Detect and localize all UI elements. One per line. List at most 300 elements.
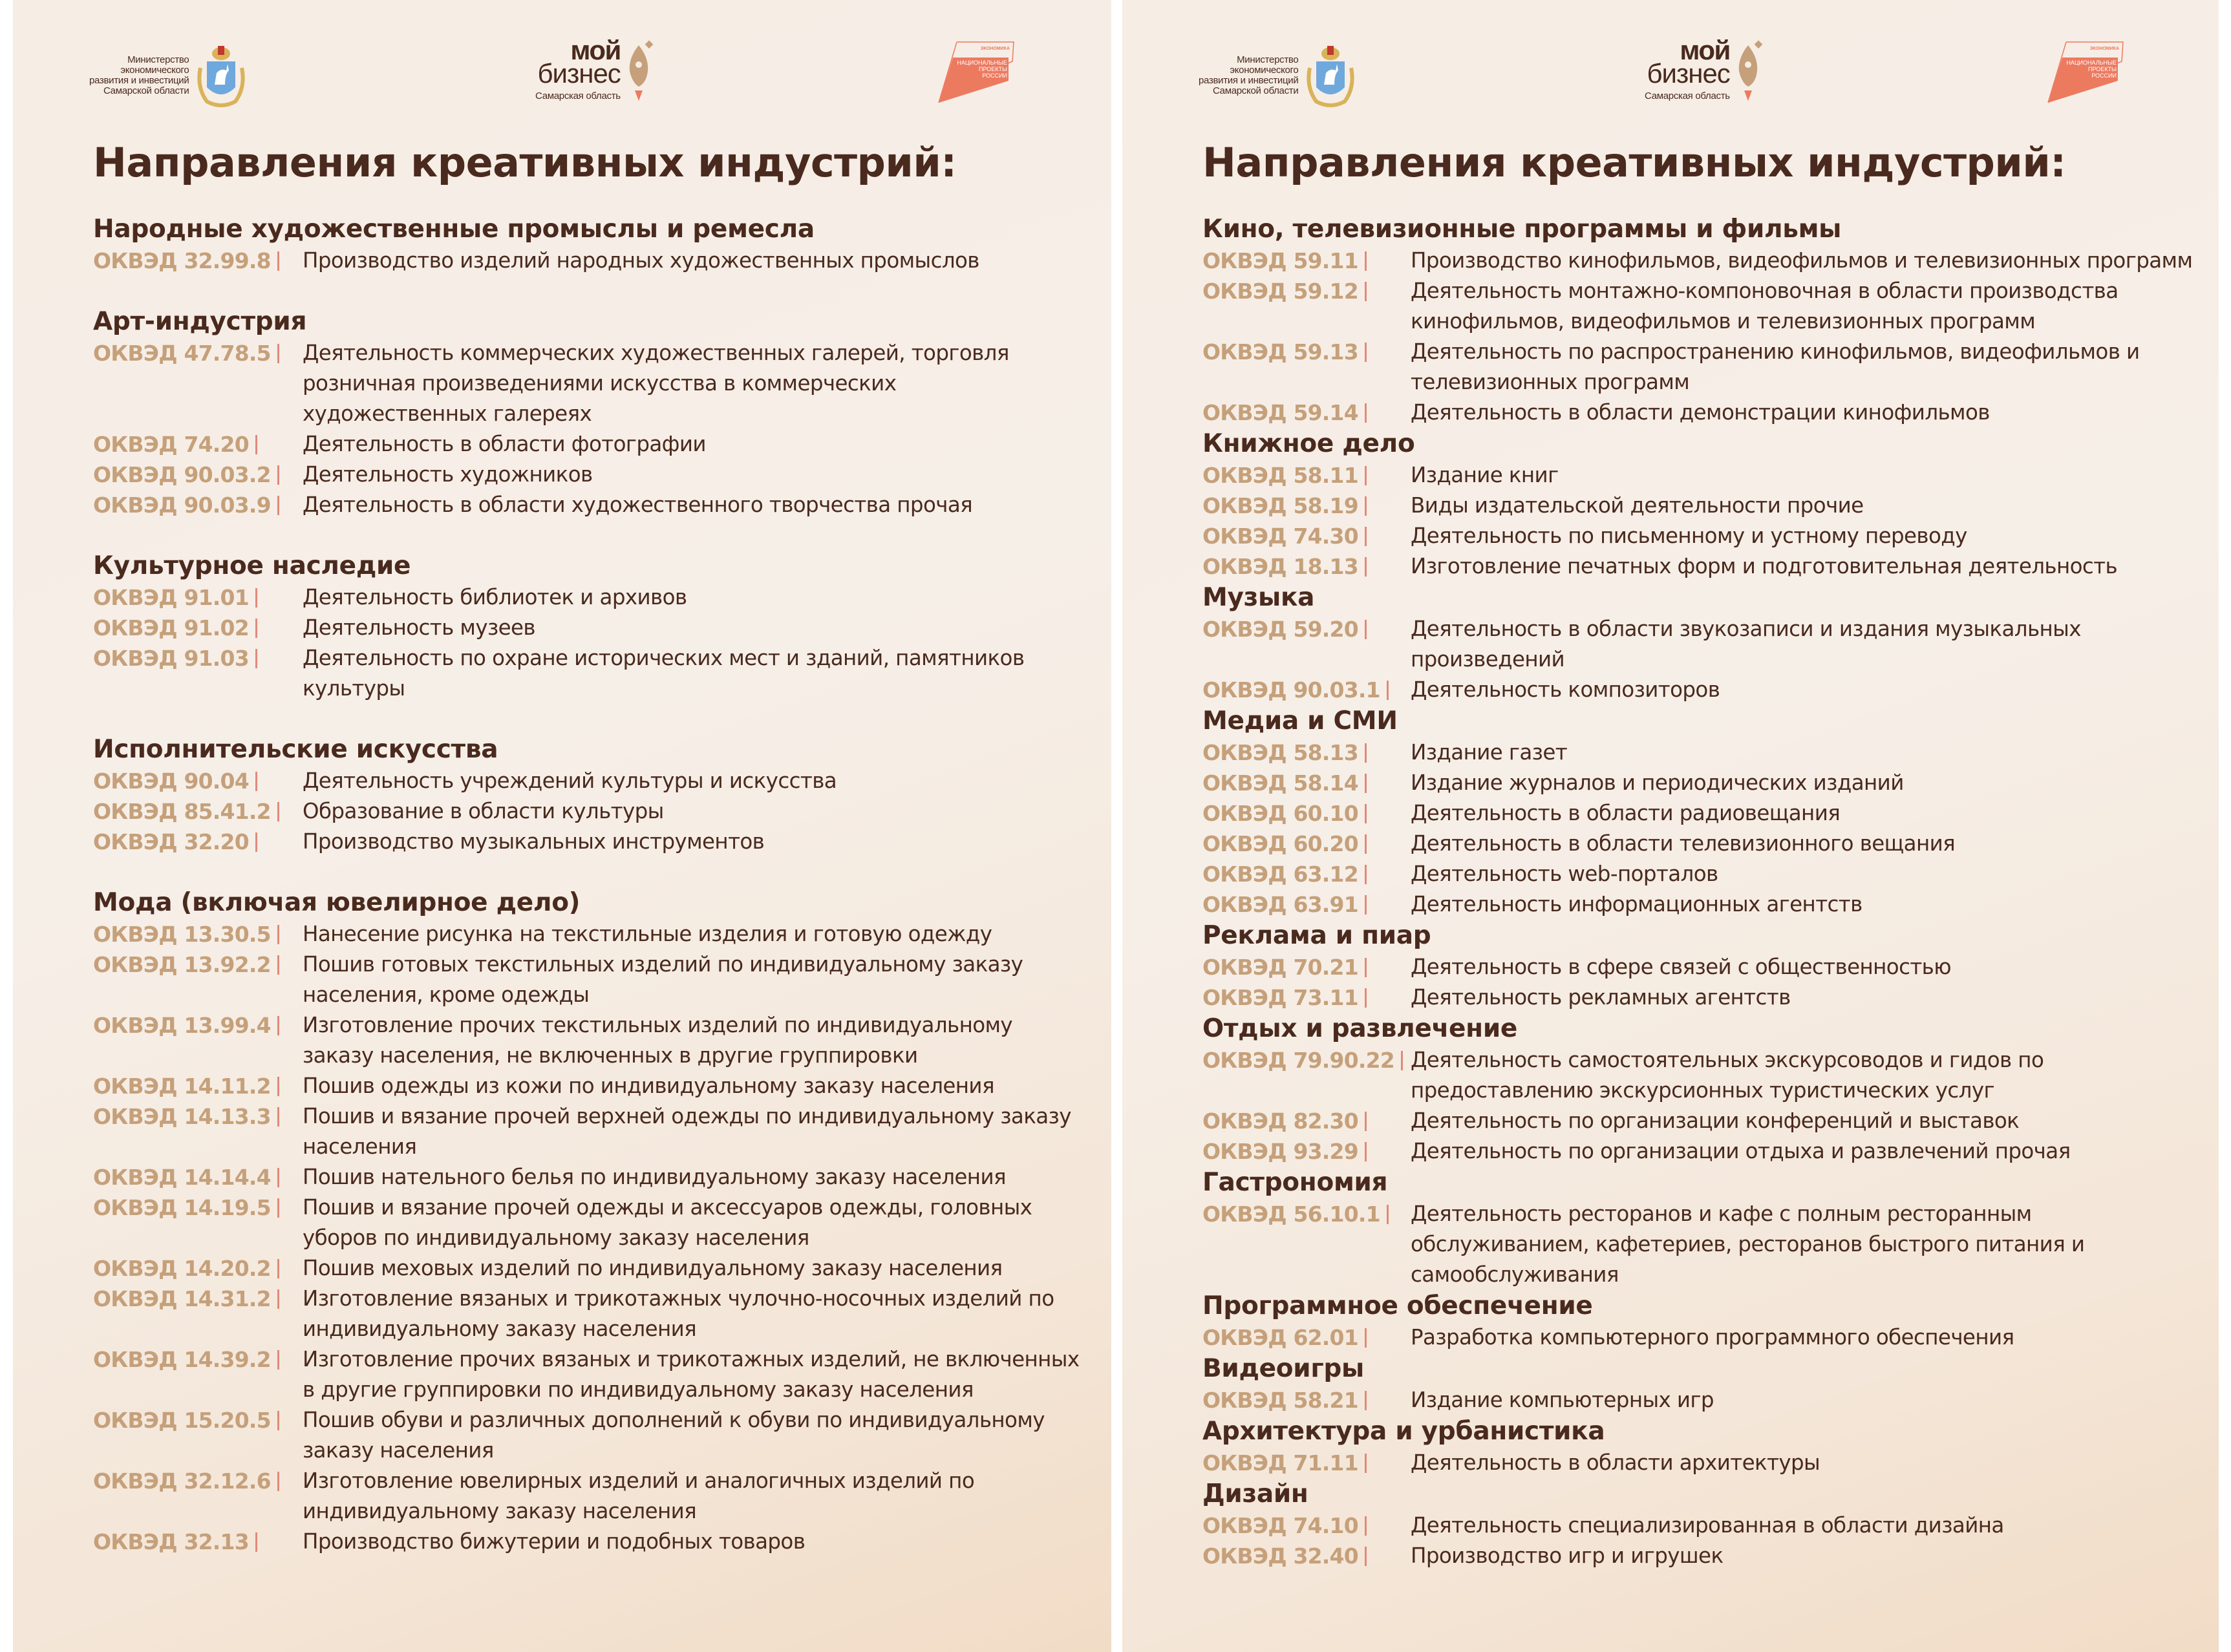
okved-description: Издание компьютерных игр	[1411, 1388, 1714, 1412]
section-heading: Исполнительские искусства	[93, 735, 498, 764]
separator-bar	[255, 832, 257, 852]
separator-bar	[1365, 403, 1367, 423]
okved-code	[93, 643, 303, 673]
separator-bar	[1387, 1205, 1389, 1224]
sections-left	[93, 213, 1085, 1557]
separator-bar	[1365, 282, 1367, 301]
svg-text:ПРОЕКТЫ: ПРОЕКТЫ	[2088, 66, 2117, 72]
okved-description: Деятельность по охране исторических мест и зданий, памятников культуры	[303, 646, 1025, 701]
okved-code	[93, 796, 303, 827]
section-heading: Гастрономия	[1202, 1168, 1388, 1197]
okved-description: Производство бижутерии и подобных товаров	[303, 1529, 806, 1554]
okved-code	[1202, 675, 1411, 705]
okved-code	[93, 1527, 303, 1557]
okved-code	[1202, 768, 1411, 798]
okved-code	[93, 766, 303, 796]
okved-description: Деятельность учреждений культуры и искусства	[303, 768, 837, 793]
okved-row	[1202, 614, 2193, 675]
okved-code-text: ОКВЭД 70.21	[1202, 955, 1358, 980]
separator-bar	[1365, 466, 1367, 485]
ministry-logo	[1199, 42, 1356, 109]
okved-row	[93, 1466, 1085, 1527]
section-heading: Культурное наследие	[93, 551, 411, 580]
separator-bar	[1365, 1112, 1367, 1131]
okved-row	[1202, 1106, 2193, 1136]
okved-code	[1202, 551, 1411, 582]
okved-code-text: ОКВЭД 58.21	[1202, 1388, 1358, 1413]
separator-bar	[1365, 251, 1367, 271]
page-left	[13, 0, 1111, 1652]
okved-description: Нанесение рисунка на текстильные изделия и готовую одежду	[303, 922, 992, 946]
okved-code-text: ОКВЭД 58.19	[1202, 493, 1358, 518]
okved-row	[93, 338, 1085, 429]
okved-row	[1202, 798, 2193, 829]
okved-code-text: ОКВЭД 32.99.8	[93, 248, 271, 273]
okved-code	[93, 1284, 303, 1314]
moy-biznes-logo: мой бизнес Самарская область	[535, 39, 654, 103]
separator-bar	[277, 1016, 279, 1035]
okved-row	[93, 1284, 1085, 1344]
okved-description: Деятельность коммерческих художественных галерей, торговля розничная произведениями искусства в коммерческих художественных галереях	[303, 341, 1009, 426]
okved-row	[1202, 337, 2193, 397]
separator-bar	[277, 955, 279, 975]
okved-code	[1202, 829, 1411, 859]
separator-bar	[1365, 1142, 1367, 1161]
separator-bar	[1365, 527, 1367, 546]
okved-row	[1202, 1136, 2193, 1167]
okved-description: Деятельность музеев	[303, 615, 535, 640]
okved-code	[93, 613, 303, 643]
okved-row	[93, 919, 1085, 949]
page-right	[1122, 0, 2219, 1652]
separator-bar	[277, 1350, 279, 1370]
okved-code	[1202, 521, 1411, 551]
separator-bar	[1365, 343, 1367, 362]
separator-bar	[255, 1532, 257, 1552]
okved-row	[1202, 737, 2193, 768]
okved-code	[93, 1466, 303, 1496]
okved-code-text: ОКВЭД 58.13	[1202, 740, 1358, 765]
okved-code-text: ОКВЭД 90.03.9	[93, 492, 271, 518]
okved-row	[1202, 829, 2193, 859]
separator-bar	[277, 1472, 279, 1491]
okved-code	[93, 582, 303, 613]
okved-description: Пошив готовых текстильных изделий по индивидуальному заказу населения, кроме одежды	[303, 952, 1023, 1007]
page-title: Направления креативных индустрий:	[1202, 139, 2066, 186]
okved-row	[93, 796, 1085, 827]
okved-code-text: ОКВЭД 47.78.5	[93, 341, 271, 366]
logo-row	[13, 36, 1111, 120]
separator-bar	[1365, 620, 1367, 639]
okved-row	[1202, 276, 2193, 337]
okved-code	[1202, 246, 1411, 276]
separator-bar	[1365, 865, 1367, 884]
okved-description: Изготовление прочих вязаных и трикотажных изделий, не включенных в другие группировки по индивидуальному заказу населения	[303, 1347, 1080, 1402]
okved-code-text: ОКВЭД 15.20.5	[93, 1408, 271, 1433]
okved-row	[1202, 768, 2193, 798]
separator-bar	[255, 435, 257, 454]
okved-code	[93, 460, 303, 490]
separator-bar	[255, 588, 257, 608]
okved-code-text: ОКВЭД 14.14.4	[93, 1165, 271, 1190]
okved-description: Деятельность по организации отдыха и развлечений прочая	[1411, 1139, 2071, 1163]
okved-description: Производство кинофильмов, видеофильмов и телевизионных программ	[1411, 248, 2193, 273]
okved-code-text: ОКВЭД 56.10.1	[1202, 1202, 1380, 1227]
separator-bar	[277, 1077, 279, 1096]
separator-bar	[1365, 834, 1367, 854]
separator-bar	[1365, 496, 1367, 516]
okved-row	[1202, 460, 2193, 491]
okved-row	[1202, 1199, 2193, 1290]
okved-code	[93, 429, 303, 460]
section-heading: Программное обеспечение	[1202, 1291, 1593, 1320]
okved-row	[93, 949, 1085, 1010]
separator-bar	[277, 1168, 279, 1187]
okved-code-text: ОКВЭД 63.91	[1202, 892, 1358, 917]
okved-code-text: ОКВЭД 59.14	[1202, 400, 1358, 425]
okved-code	[1202, 1322, 1411, 1353]
separator-bar	[1365, 1328, 1367, 1348]
separator-bar	[1387, 681, 1389, 700]
okved-description: Деятельность по письменному и устному переводу	[1411, 524, 1967, 548]
okved-code-text: ОКВЭД 14.20.2	[93, 1256, 271, 1281]
okved-row	[93, 643, 1085, 704]
okved-description: Деятельность в области демонстрации кинофильмов	[1411, 400, 1990, 425]
separator-bar	[1365, 804, 1367, 823]
okved-code	[93, 1405, 303, 1435]
okved-code	[1202, 1045, 1411, 1075]
okved-row	[1202, 889, 2193, 920]
okved-code-text: ОКВЭД 14.31.2	[93, 1286, 271, 1311]
okved-code	[1202, 1199, 1411, 1229]
okved-code	[93, 1101, 303, 1132]
okved-row	[93, 1010, 1085, 1071]
okved-code	[1202, 614, 1411, 644]
okved-code-text: ОКВЭД 13.92.2	[93, 952, 271, 977]
section-heading: Дизайн	[1202, 1479, 1308, 1509]
separator-bar	[1365, 557, 1367, 577]
okved-row	[93, 429, 1085, 460]
okved-row	[93, 460, 1085, 490]
okved-description: Издание газет	[1411, 740, 1568, 765]
okved-code-text: ОКВЭД 74.20	[93, 432, 249, 457]
okved-description: Пошив и вязание прочей верхней одежды по индивидуальному заказу населения	[303, 1104, 1071, 1159]
section-heading: Отдых и развлечение	[1202, 1014, 1517, 1043]
section-heading: Архитектура и урбанистика	[1202, 1417, 1605, 1446]
okved-code-text: ОКВЭД 90.04	[93, 768, 249, 794]
okved-description: Деятельность в области фотографии	[303, 432, 706, 456]
section-gap	[93, 704, 1085, 734]
okved-description: Деятельность художников	[303, 462, 593, 487]
section-heading: Медиа и СМИ	[1202, 706, 1398, 736]
separator-bar	[277, 496, 279, 515]
okved-row	[1202, 246, 2193, 276]
okved-description: Деятельность монтажно-компоновочная в области производства кинофильмов, видеофильмов и телевизионных программ	[1411, 279, 2119, 334]
okved-code	[1202, 1136, 1411, 1167]
okved-row	[1202, 397, 2193, 428]
separator-bar	[1365, 1454, 1367, 1473]
okved-code-text: ОКВЭД 62.01	[1202, 1325, 1358, 1350]
ministry-logo	[89, 42, 247, 109]
okved-description: Деятельность в области радиовещания	[1411, 801, 1841, 825]
okved-code-text: ОКВЭД 14.19.5	[93, 1195, 271, 1220]
okved-row	[93, 1101, 1085, 1162]
okved-code-text: ОКВЭД 90.03.1	[1202, 677, 1380, 703]
okved-description: Изготовление прочих текстильных изделий по индивидуальному заказу населения, не включенных в другие группировки	[303, 1013, 1013, 1068]
national-projects-logo	[937, 41, 1015, 105]
separator-bar	[277, 925, 279, 944]
okved-code-text: ОКВЭД 58.14	[1202, 770, 1358, 796]
okved-row	[1202, 1045, 2193, 1106]
okved-code-text: ОКВЭД 32.20	[93, 829, 249, 854]
okved-description: Разработка компьютерного программного обеспечения	[1411, 1325, 2014, 1350]
okved-row	[93, 1071, 1085, 1101]
okved-description: Деятельность в сфере связей с общественностью	[1411, 955, 1951, 979]
okved-code-text: ОКВЭД 93.29	[1202, 1139, 1358, 1164]
okved-code-text: ОКВЭД 91.02	[93, 615, 249, 641]
separator-bar	[255, 649, 257, 668]
okved-code-text: ОКВЭД 91.01	[93, 585, 249, 610]
okved-row	[1202, 491, 2193, 521]
okved-code-text: ОКВЭД 79.90.22	[1202, 1048, 1394, 1073]
okved-code-text: ОКВЭД 90.03.2	[93, 462, 271, 487]
separator-bar	[1401, 1051, 1403, 1070]
okved-code	[1202, 1106, 1411, 1136]
okved-row	[1202, 521, 2193, 551]
okved-code	[1202, 859, 1411, 889]
okved-description: Деятельность в области художественного творчества прочая	[303, 492, 973, 517]
okved-code-text: ОКВЭД 60.10	[1202, 801, 1358, 826]
ministry-name: Министерство экономического развития и инвестиций Самарской области	[89, 54, 189, 96]
svg-text:НАЦИОНАЛЬНЫЕ: НАЦИОНАЛЬНЫЕ	[2066, 59, 2117, 66]
okved-code-text: ОКВЭД 58.11	[1202, 463, 1358, 488]
okved-code	[93, 1253, 303, 1284]
okved-row	[1202, 1322, 2193, 1353]
okved-description: Образование в области культуры	[303, 799, 664, 823]
okved-code	[93, 1162, 303, 1192]
okved-row	[93, 827, 1085, 857]
okved-description: Виды издательской деятельности прочие	[1411, 493, 1864, 518]
okved-description: Изготовление печатных форм и подготовительная деятельность	[1411, 554, 2118, 578]
okved-row	[1202, 952, 2193, 982]
okved-description: Пошив нательного белья по индивидуальному заказу населения	[303, 1165, 1006, 1189]
svg-text:РОССИИ: РОССИИ	[2091, 72, 2117, 79]
okved-row	[1202, 982, 2193, 1013]
okved-code	[1202, 460, 1411, 491]
okved-row	[1202, 1385, 2193, 1415]
okved-code	[93, 949, 303, 980]
okved-code-text: ОКВЭД 59.11	[1202, 248, 1358, 273]
okved-code-text: ОКВЭД 14.11.2	[93, 1074, 271, 1099]
separator-bar	[255, 619, 257, 638]
section-heading: Арт-индустрия	[93, 307, 307, 336]
okved-description: Издание книг	[1411, 463, 1559, 487]
okved-code	[93, 1192, 303, 1223]
okved-row	[1202, 859, 2193, 889]
okved-code	[1202, 952, 1411, 982]
separator-bar	[1365, 1547, 1367, 1566]
separator-bar	[255, 772, 257, 791]
okved-code	[93, 338, 303, 368]
okved-row	[1202, 1448, 2193, 1478]
national-projects-logo	[2047, 41, 2124, 105]
okved-code	[1202, 397, 1411, 428]
okved-description: Деятельность web-порталов	[1411, 862, 1718, 886]
okved-code-text: ОКВЭД 63.12	[1202, 862, 1358, 887]
okved-row	[93, 766, 1085, 796]
okved-description: Деятельность в области звукозаписи и издания музыкальных произведений	[1411, 617, 2081, 672]
okved-row	[93, 1405, 1085, 1466]
natproj-top-text: ЭКОНОМИКА	[980, 47, 1010, 51]
okved-code-text: ОКВЭД 91.03	[93, 646, 249, 671]
okved-description: Изготовление ювелирных изделий и аналогичных изделий по индивидуальному заказу населения	[303, 1468, 975, 1523]
okved-description: Издание журналов и периодических изданий	[1411, 770, 1904, 795]
section-heading: Народные художественные промыслы и ремесла	[93, 215, 815, 244]
separator-bar	[1365, 774, 1367, 793]
okved-row	[1202, 675, 2193, 705]
separator-bar	[277, 344, 279, 363]
svg-text:РОССИИ: РОССИИ	[982, 72, 1007, 79]
section-gap	[93, 857, 1085, 887]
separator-bar	[277, 465, 279, 485]
svg-text:НАЦИОНАЛЬНЫЕ: НАЦИОНАЛЬНЫЕ	[957, 59, 1007, 66]
okved-code	[1202, 491, 1411, 521]
okved-code-text: ОКВЭД 32.13	[93, 1529, 249, 1554]
okved-description: Деятельность композиторов	[1411, 677, 1720, 702]
okved-code	[93, 490, 303, 520]
separator-bar	[277, 1198, 279, 1218]
okved-code-text: ОКВЭД 74.10	[1202, 1513, 1358, 1538]
coat-of-arms-icon	[195, 42, 247, 109]
okved-code-text: ОКВЭД 59.13	[1202, 339, 1358, 365]
page-title: Направления креативных индустрий:	[93, 139, 957, 186]
okved-row	[93, 1162, 1085, 1192]
okved-description: Производство игр и игрушек	[1411, 1543, 1724, 1568]
separator-bar	[277, 251, 279, 271]
okved-code-text: ОКВЭД 73.11	[1202, 985, 1358, 1010]
okved-description: Деятельность рекламных агентств	[1411, 985, 1791, 1010]
section-heading: Мода (включая ювелирное дело)	[93, 888, 581, 917]
section-heading: Реклама и пиар	[1202, 921, 1431, 950]
okved-row	[93, 582, 1085, 613]
okved-code	[1202, 276, 1411, 306]
section-gap	[93, 276, 1085, 306]
okved-description: Деятельность самостоятельных экскурсоводов и гидов по предоставлению экскурсионных туристических услуг	[1411, 1048, 2044, 1103]
okved-code	[93, 1071, 303, 1101]
okved-description: Производство музыкальных инструментов	[303, 829, 765, 854]
okved-code	[1202, 1385, 1411, 1415]
okved-code-text: ОКВЭД 74.30	[1202, 524, 1358, 549]
section-heading: Музыка	[1202, 583, 1315, 612]
okved-code	[93, 246, 303, 276]
okved-code-text: ОКВЭД 71.11	[1202, 1450, 1358, 1476]
okved-code	[1202, 798, 1411, 829]
separator-bar	[1365, 1391, 1367, 1410]
okved-row	[93, 1527, 1085, 1557]
okved-row	[93, 613, 1085, 643]
okved-row	[93, 246, 1085, 276]
okved-code-text: ОКВЭД 13.30.5	[93, 922, 271, 947]
okved-code-text: ОКВЭД 14.13.3	[93, 1104, 271, 1129]
okved-code	[1202, 737, 1411, 768]
okved-description: Изготовление вязаных и трикотажных чулочно-носочных изделий по индивидуальному заказу населения	[303, 1286, 1054, 1341]
okved-description: Производство изделий народных художественных промыслов	[303, 248, 979, 273]
separator-bar	[1365, 988, 1367, 1008]
okved-description: Пошив одежды из кожи по индивидуальному заказу населения	[303, 1074, 994, 1098]
sections-right	[1202, 213, 2193, 1571]
okved-code	[93, 1344, 303, 1375]
logo-row	[1122, 36, 2219, 120]
separator-bar	[1365, 743, 1367, 763]
okved-description: Деятельность в области архитектуры	[1411, 1450, 1820, 1475]
separator-bar	[1365, 958, 1367, 977]
okved-code	[93, 827, 303, 857]
okved-code-text: ОКВЭД 32.40	[1202, 1543, 1358, 1569]
okved-code	[1202, 889, 1411, 920]
separator-bar	[277, 1107, 279, 1127]
okved-code	[1202, 982, 1411, 1013]
okved-code	[93, 919, 303, 949]
okved-code-text: ОКВЭД 60.20	[1202, 831, 1358, 856]
okved-row	[1202, 1510, 2193, 1541]
okved-description: Деятельность по распространению кинофильмов, видеофильмов и телевизионных программ	[1411, 339, 2140, 394]
okved-description: Деятельность библиотек и архивов	[303, 585, 687, 609]
rocket-icon	[626, 39, 654, 103]
okved-description: Деятельность информационных агентств	[1411, 892, 1863, 916]
okved-code-text: ОКВЭД 14.39.2	[93, 1347, 271, 1372]
section-heading: Кино, телевизионные программы и фильмы	[1202, 215, 1842, 244]
okved-description: Деятельность ресторанов и кафе с полным ресторанным обслуживанием, кафетериев, ресторанов быстрого питания и самообслуживания	[1411, 1202, 2085, 1287]
okved-row	[93, 1253, 1085, 1284]
okved-description: Пошив меховых изделий по индивидуальному заказу населения	[303, 1256, 1003, 1280]
okved-code-text: ОКВЭД 59.20	[1202, 617, 1358, 642]
okved-code-text: ОКВЭД 85.41.2	[93, 799, 271, 824]
okved-description: Деятельность в области телевизионного вещания	[1411, 831, 1956, 856]
separator-bar	[1365, 895, 1367, 915]
section-heading: Книжное дело	[1202, 429, 1415, 458]
okved-code	[1202, 1510, 1411, 1541]
okved-code-text: ОКВЭД 59.12	[1202, 279, 1358, 304]
okved-description: Деятельность по организации конференций и выставок	[1411, 1108, 2020, 1133]
okved-code	[1202, 337, 1411, 367]
natproj-top-text: ЭКОНОМИКА	[2089, 47, 2119, 51]
okved-row	[1202, 1541, 2193, 1571]
okved-code	[1202, 1541, 1411, 1571]
okved-code-text: ОКВЭД 18.13	[1202, 554, 1358, 579]
coat-of-arms-icon	[1305, 42, 1356, 109]
okved-row	[93, 1344, 1085, 1405]
okved-description: Деятельность специализированная в области дизайна	[1411, 1513, 2004, 1538]
moy-biznes-logo: мой бизнес Самарская область	[1645, 39, 1764, 103]
okved-code-text: ОКВЭД 13.99.4	[93, 1013, 271, 1038]
okved-row	[1202, 551, 2193, 582]
separator-bar	[277, 1259, 279, 1278]
section-gap	[93, 520, 1085, 550]
okved-description: Пошив обуви и различных дополнений к обуви по индивидуальному заказу населения	[303, 1408, 1045, 1463]
svg-text:ПРОЕКТЫ: ПРОЕКТЫ	[979, 66, 1007, 72]
separator-bar	[277, 1289, 279, 1309]
separator-bar	[1365, 1516, 1367, 1536]
okved-row	[93, 1192, 1085, 1253]
okved-code-text: ОКВЭД 82.30	[1202, 1108, 1358, 1134]
section-heading: Видеоигры	[1202, 1354, 1364, 1383]
okved-code-text: ОКВЭД 32.12.6	[93, 1468, 271, 1494]
rocket-icon	[1735, 39, 1764, 103]
okved-row	[93, 490, 1085, 520]
okved-code	[1202, 1448, 1411, 1478]
separator-bar	[277, 802, 279, 821]
okved-description: Пошив и вязание прочей одежды и аксессуаров одежды, головных уборов по индивидуальному заказу населения	[303, 1195, 1032, 1250]
